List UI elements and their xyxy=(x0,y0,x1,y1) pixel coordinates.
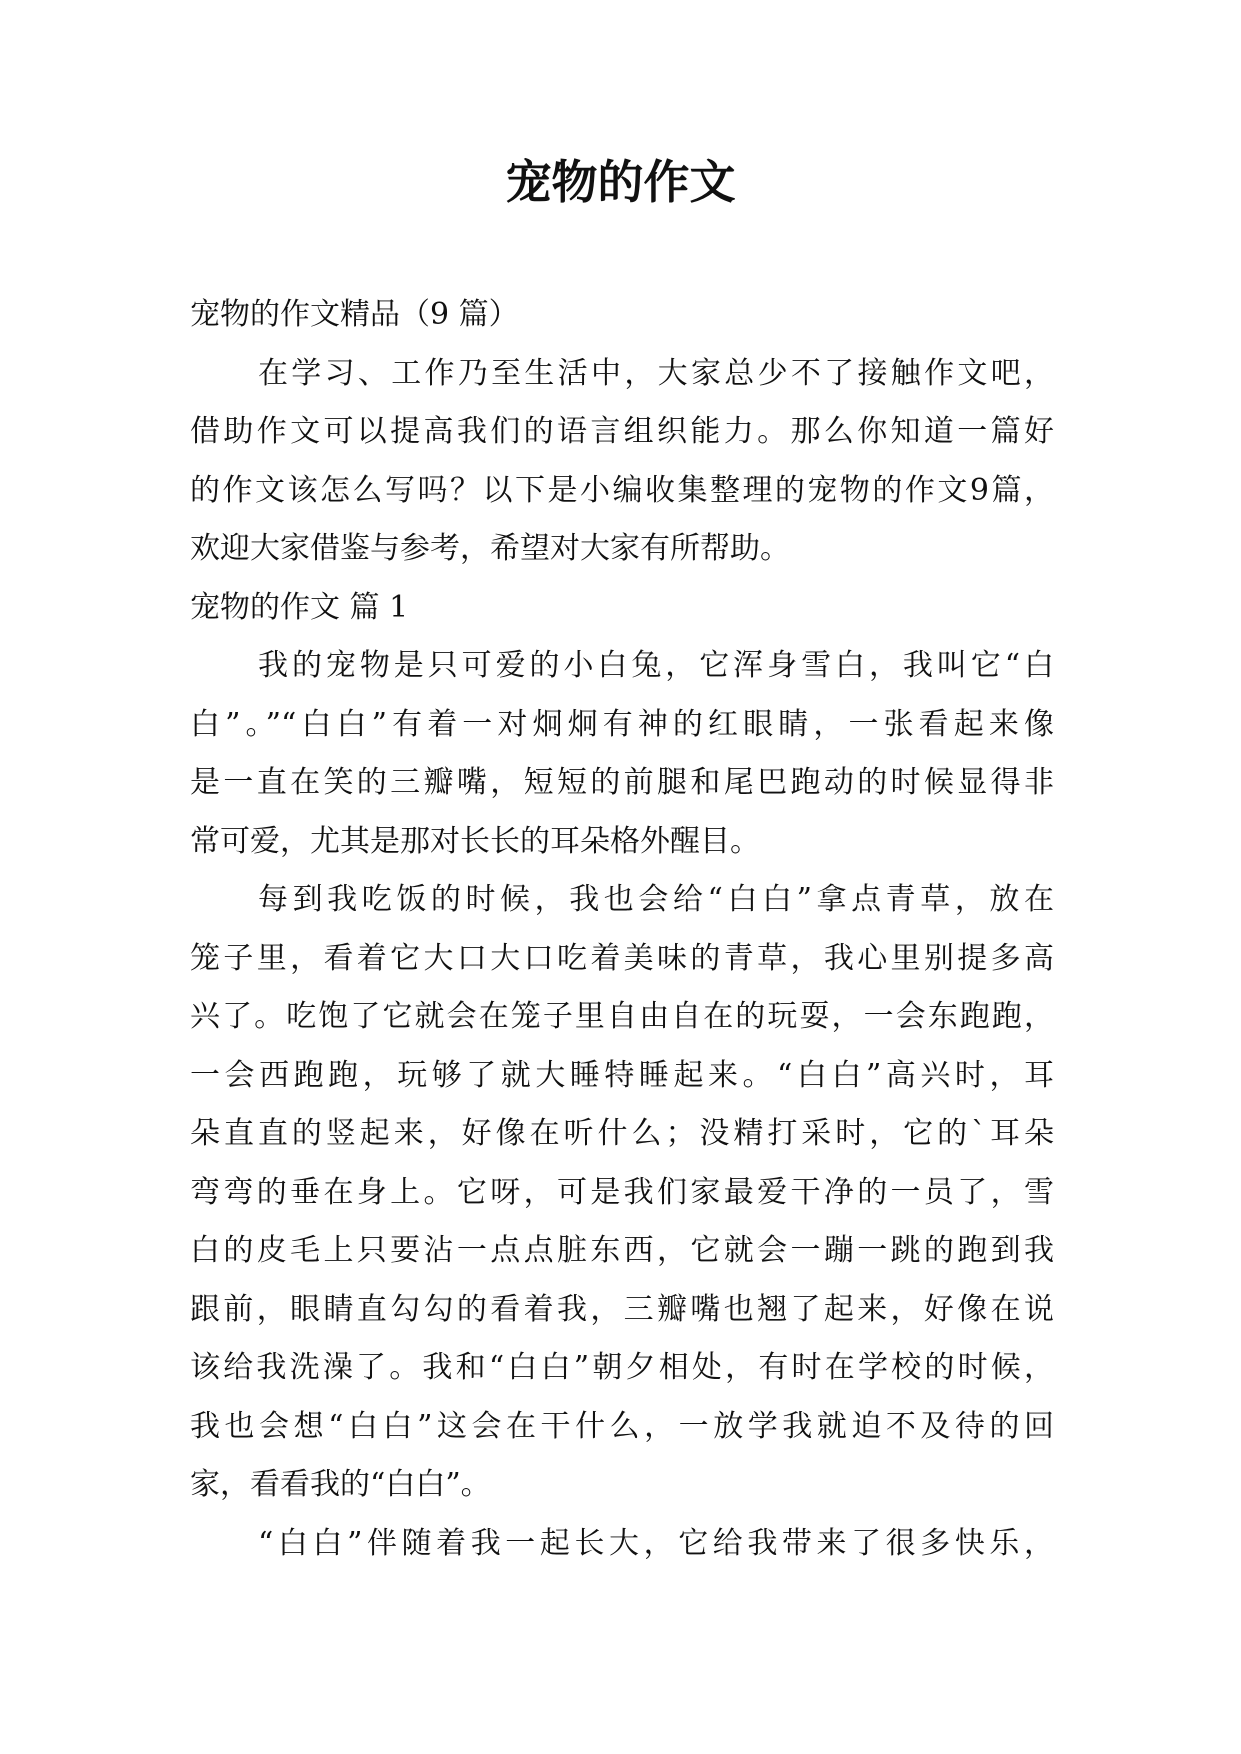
text-line: 家，看看我的“白白”。 xyxy=(190,1467,491,1502)
text-line: 常可爱，尤其是那对长长的耳朵格外醒目。 xyxy=(190,823,760,859)
document-body xyxy=(190,286,1054,1573)
text-line: 每到我吃饭的时候，我也会给“白白”拿点青草，放在 xyxy=(258,882,1054,917)
text-line: 一会西跑跑，玩够了就大睡特睡起来。“白白”高兴时，耳 xyxy=(190,1057,1054,1093)
text-line: 弯弯的垂在身上。它呀，可是我们家最爱干净的一员了，雪 xyxy=(190,1174,1054,1210)
text-line: 我也会想“白白”这会在干什么，一放学我就迫不及待的回 xyxy=(190,1408,1054,1444)
text-line: 该给我洗澡了。我和“白白”朝夕相处，有时在学校的时候， xyxy=(190,1350,1054,1385)
text-line: 我的宠物是只可爱的小白兔，它浑身雪白，我叫它“白 xyxy=(258,648,1054,683)
text-line: 宠物的作文精品（9 篇） xyxy=(190,297,519,332)
text-line: 在学习、工作乃至生活中，大家总少不了接触作文吧， xyxy=(258,355,1054,391)
text-line: 欢迎大家借鉴与参考，希望对大家有所帮助。 xyxy=(190,531,790,566)
text-line: 借助作文可以提高我们的语言组织能力。那么你知道一篇好 xyxy=(190,414,1054,449)
text-line: “白白”伴随着我一起长大，它给我带来了很多快乐， xyxy=(258,1525,1054,1561)
text-line: 跟前，眼睛直勾勾的看着我，三瓣嘴也翘了起来，好像在说 xyxy=(190,1291,1054,1327)
text-line: 笼子里，看着它大口大口吃着美味的青草，我心里别提多高 xyxy=(190,940,1054,976)
text-line: 的作文该怎么写吗？以下是小编收集整理的宠物的作文9篇， xyxy=(190,472,1054,508)
text-line: 白”。”“白白”有着一对炯炯有神的红眼睛，一张看起来像 xyxy=(190,706,1054,742)
text-line: 是一直在笑的三瓣嘴，短短的前腿和尾巴跑动的时候显得非 xyxy=(190,765,1054,800)
text-line: 兴了。吃饱了它就会在笼子里自由自在的玩耍，一会东跑跑， xyxy=(190,999,1054,1034)
text-line: 白的皮毛上只要沾一点点脏东西，它就会一蹦一跳的跑到我 xyxy=(190,1233,1054,1268)
document-title: 宠物的作文 xyxy=(505,155,736,209)
text-line: 朵直直的竖起来，好像在听什么；没精打采时，它的`耳朵 xyxy=(190,1116,1054,1151)
section-heading: 宠物的作文 篇 1 xyxy=(190,589,409,625)
